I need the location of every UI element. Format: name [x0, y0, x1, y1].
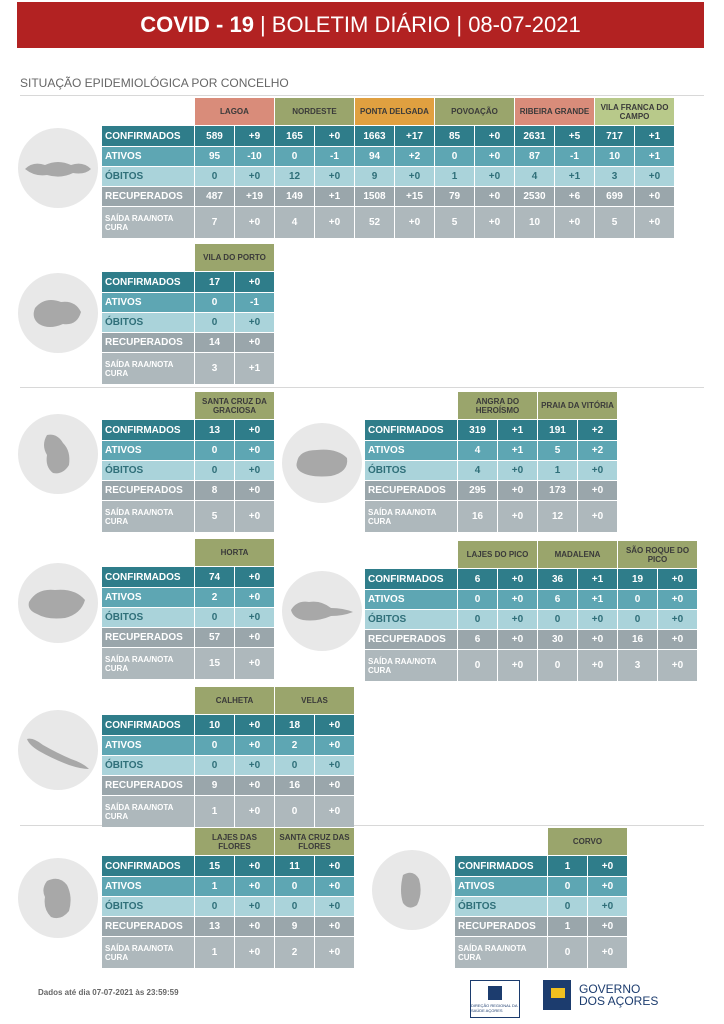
value-cell: 3 [594, 166, 634, 186]
municipality-header: LAJES DO PICO [457, 541, 537, 568]
value-cell: 0 [547, 936, 587, 968]
delta-cell: +0 [394, 206, 434, 238]
island-map-graciosa [18, 414, 98, 494]
value-cell: 95 [194, 146, 234, 166]
delta-cell: +0 [497, 589, 537, 609]
value-cell: 0 [194, 735, 234, 755]
delta-cell: +0 [234, 480, 274, 500]
delta-cell: +0 [314, 206, 354, 238]
delta-cell: +0 [234, 440, 274, 460]
value-cell: 4 [457, 440, 497, 460]
delta-cell: +0 [657, 629, 697, 649]
value-cell: 79 [434, 186, 474, 206]
municipality-header: SANTA CRUZ DA GRACIOSA [194, 392, 274, 419]
value-cell: 8 [194, 480, 234, 500]
delta-cell: +0 [234, 500, 274, 532]
delta-cell: +0 [657, 589, 697, 609]
row-label: CONFIRMADOS [102, 419, 194, 440]
table-corvo [455, 828, 631, 968]
value-cell: 4 [457, 460, 497, 480]
row-label: ATIVOS [102, 440, 194, 460]
value-cell: 9 [274, 916, 314, 936]
delta-cell: +0 [314, 876, 354, 896]
value-cell: 9 [354, 166, 394, 186]
value-cell: 0 [194, 607, 234, 627]
delta-cell: +15 [394, 186, 434, 206]
divider [20, 387, 704, 388]
delta-cell: +0 [314, 916, 354, 936]
value-cell: 2530 [514, 186, 554, 206]
value-cell: 0 [434, 146, 474, 166]
value-cell: 0 [537, 649, 577, 681]
delta-cell: +0 [234, 755, 274, 775]
delta-cell: +0 [314, 795, 354, 827]
value-cell: 0 [457, 649, 497, 681]
value-cell: 85 [434, 125, 474, 146]
value-cell: 0 [194, 460, 234, 480]
row-label: ATIVOS [102, 292, 194, 312]
municipality-header: HORTA [194, 539, 274, 566]
delta-cell: +0 [234, 855, 274, 876]
delta-cell: +0 [234, 735, 274, 755]
delta-cell: +6 [554, 186, 594, 206]
value-cell: 2 [274, 936, 314, 968]
value-cell: 18 [274, 714, 314, 735]
table-flores [102, 828, 358, 968]
value-cell: 1 [194, 795, 234, 827]
delta-cell: +0 [234, 607, 274, 627]
row-label: ÓBITOS [365, 609, 457, 629]
row-label: RECUPERADOS [455, 916, 547, 936]
row-label: ÓBITOS [102, 607, 194, 627]
value-cell: 36 [537, 568, 577, 589]
island-map-faial [18, 563, 98, 643]
municipality-header: SANTA CRUZ DAS FLORES [274, 828, 354, 855]
value-cell: 30 [537, 629, 577, 649]
delta-cell: +0 [234, 587, 274, 607]
value-cell: 1508 [354, 186, 394, 206]
delta-cell: +0 [577, 480, 617, 500]
value-cell: 1 [434, 166, 474, 186]
municipality-header: RIBEIRA GRANDE [514, 98, 594, 125]
value-cell: 0 [457, 609, 497, 629]
delta-cell: +17 [394, 125, 434, 146]
row-label: CONFIRMADOS [455, 855, 547, 876]
delta-cell: +0 [314, 896, 354, 916]
delta-cell: +0 [474, 125, 514, 146]
value-cell: 165 [274, 125, 314, 146]
delta-cell: +1 [554, 166, 594, 186]
row-label: RECUPERADOS [365, 629, 457, 649]
row-label: SAÍDA RAA/NOTA CURA [365, 500, 457, 532]
municipality-header: ANGRA DO HEROÍSMO [457, 392, 537, 419]
delta-cell: +0 [474, 146, 514, 166]
delta-cell: +0 [634, 186, 674, 206]
row-label: RECUPERADOS [102, 627, 194, 647]
value-cell: 0 [194, 896, 234, 916]
value-cell: 5 [594, 206, 634, 238]
row-label: SAÍDA RAA/NOTA CURA [102, 500, 194, 532]
value-cell: 0 [617, 609, 657, 629]
municipality-header: PONTA DELGADA [354, 98, 434, 125]
value-cell: 7 [194, 206, 234, 238]
row-label: SAÍDA RAA/NOTA CURA [102, 795, 194, 827]
value-cell: 74 [194, 566, 234, 587]
delta-cell: +0 [634, 206, 674, 238]
table-graciosa [102, 392, 278, 532]
delta-cell: +0 [587, 916, 627, 936]
value-cell: 12 [537, 500, 577, 532]
municipality-header: LAGOA [194, 98, 274, 125]
value-cell: 0 [194, 755, 234, 775]
delta-cell: +0 [497, 649, 537, 681]
delta-cell: +1 [634, 146, 674, 166]
row-label: ATIVOS [102, 876, 194, 896]
delta-cell: +0 [577, 649, 617, 681]
value-cell: 319 [457, 419, 497, 440]
delta-cell: +0 [474, 186, 514, 206]
value-cell: 87 [514, 146, 554, 166]
delta-cell: +2 [577, 440, 617, 460]
value-cell: 3 [617, 649, 657, 681]
row-label: ATIVOS [102, 146, 194, 166]
delta-cell: +0 [587, 896, 627, 916]
island-map-pico [282, 571, 362, 651]
delta-cell: +0 [314, 125, 354, 146]
delta-cell: +0 [234, 936, 274, 968]
delta-cell: +0 [234, 647, 274, 679]
row-label: ÓBITOS [102, 166, 194, 186]
municipality-header: LAJES DAS FLORES [194, 828, 274, 855]
row-label: CONFIRMADOS [102, 125, 194, 146]
value-cell: 5 [194, 500, 234, 532]
value-cell: 0 [274, 146, 314, 166]
row-label: SAÍDA RAA/NOTA CURA [102, 206, 194, 238]
row-label: SAÍDA RAA/NOTA CURA [102, 352, 194, 384]
row-label: ÓBITOS [102, 755, 194, 775]
municipality-header: POVOAÇÃO [434, 98, 514, 125]
value-cell: 4 [514, 166, 554, 186]
value-cell: 11 [274, 855, 314, 876]
delta-cell: +1 [314, 186, 354, 206]
value-cell: 6 [457, 629, 497, 649]
table-sao-miguel [102, 98, 678, 238]
row-label: CONFIRMADOS [102, 855, 194, 876]
delta-cell: +0 [587, 936, 627, 968]
delta-cell: +0 [234, 795, 274, 827]
delta-cell: +19 [234, 186, 274, 206]
table-santa-maria [102, 244, 278, 384]
delta-cell: +0 [474, 206, 514, 238]
value-cell: 589 [194, 125, 234, 146]
value-cell: 10 [514, 206, 554, 238]
row-label: ÓBITOS [102, 896, 194, 916]
delta-cell: +0 [234, 460, 274, 480]
row-label: SAÍDA RAA/NOTA CURA [455, 936, 547, 968]
row-label: ATIVOS [455, 876, 547, 896]
value-cell: 3 [194, 352, 234, 384]
value-cell: 16 [617, 629, 657, 649]
delta-cell: +0 [497, 460, 537, 480]
island-map-sao-miguel [18, 128, 98, 208]
value-cell: 10 [594, 146, 634, 166]
value-cell: 52 [354, 206, 394, 238]
municipality-header: MADALENA [537, 541, 617, 568]
divider [20, 95, 704, 96]
delta-cell: +0 [394, 166, 434, 186]
value-cell: 1 [194, 936, 234, 968]
value-cell: 6 [537, 589, 577, 609]
delta-cell: +0 [657, 568, 697, 589]
value-cell: 1 [194, 876, 234, 896]
governo-emblem-icon [543, 980, 571, 1010]
row-label: RECUPERADOS [102, 332, 194, 352]
value-cell: 15 [194, 647, 234, 679]
delta-cell: +0 [234, 166, 274, 186]
value-cell: 12 [274, 166, 314, 186]
row-label: RECUPERADOS [102, 916, 194, 936]
value-cell: 1 [547, 916, 587, 936]
value-cell: 94 [354, 146, 394, 166]
delta-cell: +0 [314, 714, 354, 735]
value-cell: 717 [594, 125, 634, 146]
value-cell: 0 [194, 440, 234, 460]
delta-cell: +0 [577, 460, 617, 480]
value-cell: 0 [547, 896, 587, 916]
delta-cell: +1 [577, 589, 617, 609]
drs-logo [470, 980, 520, 1018]
delta-cell: +9 [234, 125, 274, 146]
page-subtitle: SITUAÇÃO EPIDEMIOLÓGICA POR CONCELHO [20, 76, 289, 90]
delta-cell: +0 [587, 855, 627, 876]
value-cell: 0 [547, 876, 587, 896]
delta-cell: +0 [234, 916, 274, 936]
value-cell: 0 [274, 755, 314, 775]
delta-cell: +0 [234, 876, 274, 896]
delta-cell: +0 [577, 609, 617, 629]
delta-cell: +0 [234, 566, 274, 587]
drs-emblem-icon [488, 986, 502, 1000]
municipality-header: CORVO [547, 828, 627, 855]
delta-cell: +0 [234, 271, 274, 292]
municipality-header: CALHETA [194, 687, 274, 714]
delta-cell: +0 [474, 166, 514, 186]
value-cell: 57 [194, 627, 234, 647]
value-cell: 1663 [354, 125, 394, 146]
value-cell: 0 [194, 312, 234, 332]
value-cell: 1 [537, 460, 577, 480]
value-cell: 4 [274, 206, 314, 238]
value-cell: 2631 [514, 125, 554, 146]
value-cell: 2 [274, 735, 314, 755]
page-header [17, 2, 704, 48]
value-cell: 0 [274, 896, 314, 916]
table-sao-jorge [102, 687, 358, 827]
drs-logo-text: DIREÇÃO REGIONAL DA SAÚDE AÇORES [471, 1002, 518, 1013]
row-label: CONFIRMADOS [365, 419, 457, 440]
row-label: ATIVOS [365, 440, 457, 460]
value-cell: 0 [274, 795, 314, 827]
governo-logo-line1: GOVERNO [579, 982, 641, 996]
row-label: ÓBITOS [455, 896, 547, 916]
value-cell: 13 [194, 419, 234, 440]
delta-cell: +0 [497, 609, 537, 629]
row-label: SAÍDA RAA/NOTA CURA [102, 647, 194, 679]
delta-cell: +1 [234, 352, 274, 384]
row-label: SAÍDA RAA/NOTA CURA [365, 649, 457, 681]
municipality-header: VILA FRANCA DO CAMPO [594, 98, 674, 125]
header-covid: COVID - 19 [140, 12, 254, 37]
row-label: RECUPERADOS [102, 186, 194, 206]
table-pico [365, 541, 701, 681]
row-label: ÓBITOS [365, 460, 457, 480]
delta-cell: +0 [577, 500, 617, 532]
delta-cell: +0 [314, 735, 354, 755]
delta-cell: +0 [657, 649, 697, 681]
delta-cell: +5 [554, 125, 594, 146]
delta-cell: +1 [634, 125, 674, 146]
delta-cell: +0 [234, 627, 274, 647]
footer-note: Dados até dia 07-07-2021 às 23:59:59 [38, 988, 179, 997]
delta-cell: -1 [314, 146, 354, 166]
value-cell: 1 [547, 855, 587, 876]
value-cell: 17 [194, 271, 234, 292]
island-map-corvo [372, 850, 452, 930]
value-cell: 0 [194, 292, 234, 312]
row-label: ÓBITOS [102, 460, 194, 480]
delta-cell: -1 [234, 292, 274, 312]
island-map-santa-maria [18, 273, 98, 353]
delta-cell: +0 [314, 855, 354, 876]
value-cell: 191 [537, 419, 577, 440]
row-label: RECUPERADOS [102, 480, 194, 500]
delta-cell: +0 [577, 629, 617, 649]
delta-cell: +0 [657, 609, 697, 629]
value-cell: 6 [457, 568, 497, 589]
governo-logo [543, 980, 658, 1010]
delta-cell: +0 [234, 896, 274, 916]
value-cell: 0 [457, 589, 497, 609]
value-cell: 0 [617, 589, 657, 609]
delta-cell: +0 [234, 419, 274, 440]
delta-cell: +0 [587, 876, 627, 896]
row-label: SAÍDA RAA/NOTA CURA [102, 936, 194, 968]
row-label: ATIVOS [102, 735, 194, 755]
row-label: CONFIRMADOS [102, 271, 194, 292]
value-cell: 173 [537, 480, 577, 500]
delta-cell: +1 [497, 440, 537, 460]
row-label: ATIVOS [102, 587, 194, 607]
delta-cell: +1 [577, 568, 617, 589]
row-label: CONFIRMADOS [102, 714, 194, 735]
value-cell: 0 [537, 609, 577, 629]
delta-cell: +0 [314, 166, 354, 186]
value-cell: 16 [274, 775, 314, 795]
row-label: CONFIRMADOS [102, 566, 194, 587]
delta-cell: +0 [314, 775, 354, 795]
municipality-header: VELAS [274, 687, 354, 714]
value-cell: 699 [594, 186, 634, 206]
delta-cell: -10 [234, 146, 274, 166]
municipality-header: SÃO ROQUE DO PICO [617, 541, 697, 568]
row-label: RECUPERADOS [102, 775, 194, 795]
delta-cell: +0 [314, 936, 354, 968]
delta-cell: +0 [554, 206, 594, 238]
municipality-header: VILA DO PORTO [194, 244, 274, 271]
value-cell: 14 [194, 332, 234, 352]
value-cell: 16 [457, 500, 497, 532]
delta-cell: +0 [634, 166, 674, 186]
delta-cell: +2 [577, 419, 617, 440]
island-map-terceira [282, 423, 362, 503]
delta-cell: +0 [234, 312, 274, 332]
row-label: ATIVOS [365, 589, 457, 609]
row-label: RECUPERADOS [365, 480, 457, 500]
delta-cell: +0 [314, 755, 354, 775]
value-cell: 5 [537, 440, 577, 460]
delta-cell: +0 [497, 480, 537, 500]
value-cell: 0 [274, 876, 314, 896]
value-cell: 10 [194, 714, 234, 735]
value-cell: 9 [194, 775, 234, 795]
row-label: CONFIRMADOS [365, 568, 457, 589]
header-title: | BOLETIM DIÁRIO | 08-07-2021 [259, 12, 581, 37]
value-cell: 19 [617, 568, 657, 589]
delta-cell: +0 [497, 500, 537, 532]
delta-cell: +0 [234, 206, 274, 238]
delta-cell: -1 [554, 146, 594, 166]
island-map-sao-jorge [18, 710, 98, 790]
island-map-flores [18, 858, 98, 938]
municipality-header: NORDESTE [274, 98, 354, 125]
delta-cell: +1 [497, 419, 537, 440]
governo-logo-line2: DOS AÇORES [579, 994, 659, 1008]
value-cell: 0 [194, 166, 234, 186]
delta-cell: +0 [497, 568, 537, 589]
delta-cell: +0 [234, 775, 274, 795]
row-label: ÓBITOS [102, 312, 194, 332]
delta-cell: +0 [234, 332, 274, 352]
delta-cell: +0 [234, 714, 274, 735]
value-cell: 2 [194, 587, 234, 607]
table-faial [102, 539, 278, 679]
municipality-header: PRAIA DA VITÓRIA [537, 392, 617, 419]
delta-cell: +0 [497, 629, 537, 649]
delta-cell: +2 [394, 146, 434, 166]
value-cell: 15 [194, 855, 234, 876]
value-cell: 5 [434, 206, 474, 238]
value-cell: 295 [457, 480, 497, 500]
value-cell: 487 [194, 186, 234, 206]
value-cell: 149 [274, 186, 314, 206]
value-cell: 13 [194, 916, 234, 936]
table-terceira [365, 392, 621, 532]
